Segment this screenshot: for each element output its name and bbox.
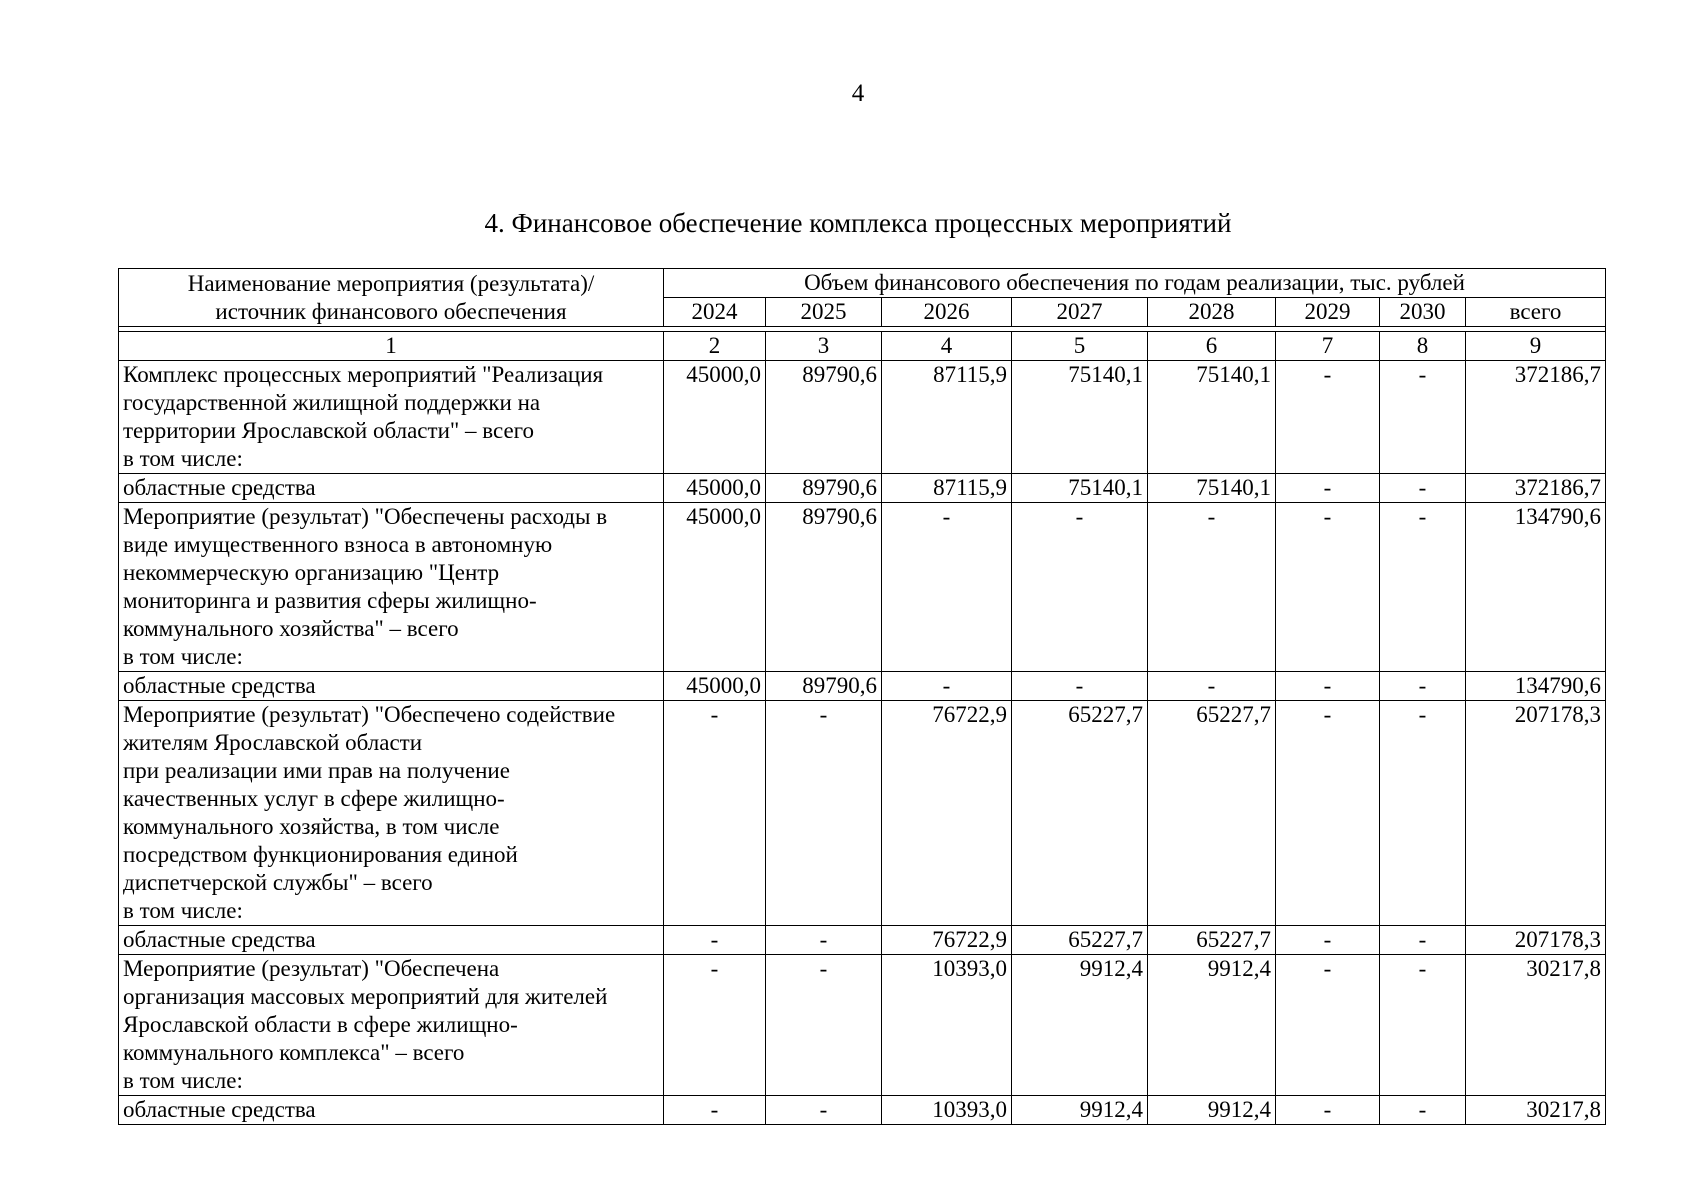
header-total: всего — [1466, 298, 1606, 327]
value-cell: - — [1276, 474, 1380, 503]
value-cell: 76722,9 — [882, 926, 1012, 955]
table-row — [119, 503, 1606, 672]
value-cell: - — [1276, 955, 1380, 1096]
row-name-cell: областные средства — [119, 474, 664, 503]
table-row — [119, 474, 1606, 503]
value-cell: - — [1276, 361, 1380, 474]
row-name-cell: Комплекс процессных мероприятий "Реализация государственной жилищной поддержки на территории Ярославской области" – всего в том числе: — [119, 361, 664, 474]
index-cell: 8 — [1380, 332, 1466, 361]
table-row — [119, 955, 1606, 1096]
value-cell: 30217,8 — [1466, 955, 1606, 1096]
page-number: 4 — [851, 80, 865, 107]
value-cell: 207178,3 — [1466, 926, 1606, 955]
value-cell: 9912,4 — [1012, 955, 1148, 1096]
value-cell: 87115,9 — [882, 474, 1012, 503]
value-cell: 89790,6 — [766, 503, 882, 672]
value-cell: 372186,7 — [1466, 361, 1606, 474]
index-cell: 2 — [664, 332, 766, 361]
value-cell: - — [882, 503, 1012, 672]
value-cell: - — [1380, 503, 1466, 672]
header-volume-column: Объем финансового обеспечения по годам реализации, тыс. рублей — [664, 269, 1606, 298]
table-row — [119, 672, 1606, 701]
value-cell: - — [1148, 503, 1276, 672]
value-cell: 45000,0 — [664, 672, 766, 701]
index-cell: 7 — [1276, 332, 1380, 361]
header-year-2025: 2025 — [766, 298, 882, 327]
value-cell: 45000,0 — [664, 503, 766, 672]
table-row — [119, 1096, 1606, 1125]
value-cell: 207178,3 — [1466, 701, 1606, 926]
row-name-cell: областные средства — [119, 672, 664, 701]
section-title: 4. Финансовое обеспечение комплекса процессных мероприятий — [484, 208, 1232, 238]
header-year-2030: 2030 — [1380, 298, 1466, 327]
value-cell: 76722,9 — [882, 701, 1012, 926]
value-cell: - — [1380, 672, 1466, 701]
value-cell: 372186,7 — [1466, 474, 1606, 503]
value-cell: 65227,7 — [1012, 701, 1148, 926]
value-cell: 65227,7 — [1148, 926, 1276, 955]
value-cell: - — [664, 926, 766, 955]
value-cell: 10393,0 — [882, 955, 1012, 1096]
table-row — [119, 926, 1606, 955]
header-year-2028: 2028 — [1148, 298, 1276, 327]
value-cell: 134790,6 — [1466, 503, 1606, 672]
index-cell: 6 — [1148, 332, 1276, 361]
header-year-2026: 2026 — [882, 298, 1012, 327]
value-cell: 75140,1 — [1148, 361, 1276, 474]
value-cell: - — [664, 701, 766, 926]
financing-table — [118, 268, 1606, 1125]
value-cell: - — [1276, 1096, 1380, 1125]
value-cell: - — [766, 926, 882, 955]
index-cell: 9 — [1466, 332, 1606, 361]
column-index-row — [119, 332, 1606, 361]
value-cell: 45000,0 — [664, 474, 766, 503]
value-cell: - — [1380, 955, 1466, 1096]
value-cell: - — [766, 955, 882, 1096]
value-cell: 89790,6 — [766, 474, 882, 503]
value-cell: 134790,6 — [1466, 672, 1606, 701]
value-cell: - — [882, 672, 1012, 701]
value-cell: - — [766, 1096, 882, 1125]
row-name-cell: областные средства — [119, 926, 664, 955]
value-cell: 9912,4 — [1012, 1096, 1148, 1125]
header-name-column: Наименование мероприятия (результата)/ источник финансового обеспечения — [119, 269, 664, 327]
value-cell: 75140,1 — [1148, 474, 1276, 503]
value-cell: 75140,1 — [1012, 361, 1148, 474]
value-cell: - — [664, 955, 766, 1096]
value-cell: - — [1380, 361, 1466, 474]
value-cell: - — [1380, 926, 1466, 955]
row-name-cell: Мероприятие (результат) "Обеспечена организация массовых мероприятий для жителей Ярославской области в сфере жилищно- коммунального комплекса" – всего в том числе: — [119, 955, 664, 1096]
header-year-2024: 2024 — [664, 298, 766, 327]
value-cell: 89790,6 — [766, 672, 882, 701]
header-row-1 — [119, 269, 1606, 298]
table-row — [119, 701, 1606, 926]
value-cell: 87115,9 — [882, 361, 1012, 474]
value-cell: 9912,4 — [1148, 955, 1276, 1096]
index-cell: 3 — [766, 332, 882, 361]
value-cell: 9912,4 — [1148, 1096, 1276, 1125]
value-cell: - — [1012, 503, 1148, 672]
row-name-cell: областные средства — [119, 1096, 664, 1125]
value-cell: 65227,7 — [1012, 926, 1148, 955]
header-year-2029: 2029 — [1276, 298, 1380, 327]
value-cell: 45000,0 — [664, 361, 766, 474]
value-cell: - — [1012, 672, 1148, 701]
value-cell: - — [1276, 503, 1380, 672]
index-cell: 4 — [882, 332, 1012, 361]
value-cell: 65227,7 — [1148, 701, 1276, 926]
value-cell: - — [1276, 701, 1380, 926]
value-cell: - — [664, 1096, 766, 1125]
row-name-cell: Мероприятие (результат) "Обеспечено содействие жителям Ярославской области при реализации ими прав на получение качественных услуг в сфере жилищно- коммунального хозяйства, в том числе посредством функционирования единой диспетчерской службы" – всего в том числе: — [119, 701, 664, 926]
value-cell: - — [1380, 1096, 1466, 1125]
table-row — [119, 361, 1606, 474]
value-cell: 89790,6 — [766, 361, 882, 474]
value-cell: 10393,0 — [882, 1096, 1012, 1125]
value-cell: - — [1380, 701, 1466, 926]
value-cell: - — [1276, 926, 1380, 955]
value-cell: - — [1276, 672, 1380, 701]
index-cell: 1 — [119, 332, 664, 361]
value-cell: - — [766, 701, 882, 926]
table-body — [119, 361, 1606, 1125]
value-cell: - — [1148, 672, 1276, 701]
index-cell: 5 — [1012, 332, 1148, 361]
value-cell: - — [1380, 474, 1466, 503]
header-year-2027: 2027 — [1012, 298, 1148, 327]
row-name-cell: Мероприятие (результат) "Обеспечены расходы в виде имущественного взноса в автономную некоммерческую организацию "Центр мониторинга и развития сферы жилищно- коммунального хозяйства" – всего в том числе: — [119, 503, 664, 672]
value-cell: 75140,1 — [1012, 474, 1148, 503]
value-cell: 30217,8 — [1466, 1096, 1606, 1125]
